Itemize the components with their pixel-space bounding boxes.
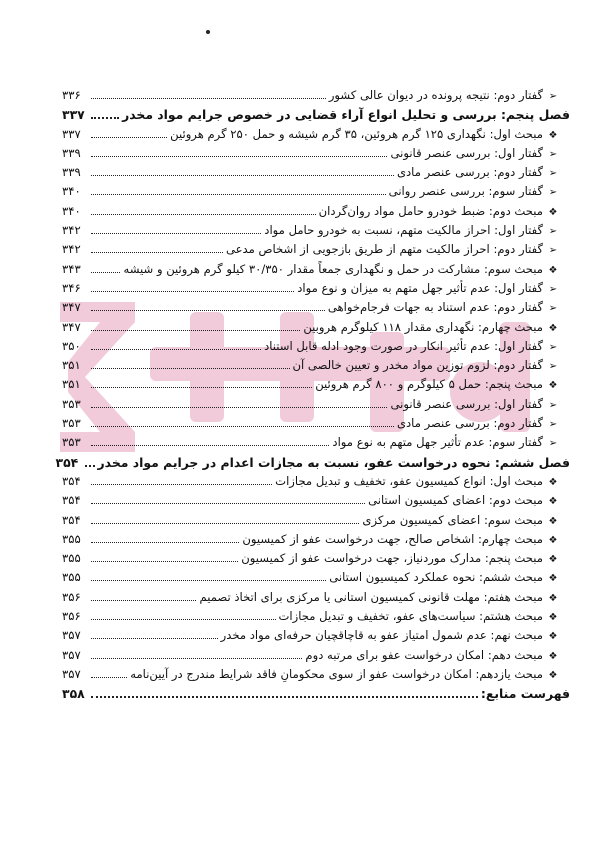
toc-entry-title: ➢گفتار اول: عدم تأثیر جهل متهم به میزان و نوع مواد — [297, 279, 570, 299]
toc-entry-title: ❖مبحث یازدهم: امکان درخواست عفو از سوی محکومانِ فاقد شرایط مندرج در آیین‌نامه — [130, 665, 570, 685]
toc-entry-row — [62, 626, 570, 645]
toc-page-number: ۳۴۷ — [62, 300, 81, 315]
toc-page-number: ۳۳۶ — [62, 88, 81, 102]
arrow-bullet-icon: ➢ — [548, 399, 558, 411]
arrow-bullet-icon: ➢ — [548, 226, 558, 238]
diamond-bullet-icon: ❖ — [548, 554, 558, 566]
arrow-bullet-icon: ➢ — [548, 148, 558, 160]
toc-entry-row — [62, 318, 570, 337]
toc-entry-row — [62, 646, 570, 665]
toc-entry-title: ➢گفتار اول: بررسی عنصر قانونی — [390, 144, 570, 164]
diamond-bullet-icon: ❖ — [548, 380, 558, 392]
dot-leader — [91, 600, 196, 601]
dot-leader — [91, 503, 365, 504]
diamond-bullet-icon: ❖ — [548, 129, 558, 141]
toc-entry-title: ❖مبحث دوم: ضبط خودرو حامل مواد روان‌گردان — [319, 202, 570, 222]
toc-page-number: ۳۵۵ — [62, 570, 81, 585]
dot-leader — [91, 252, 223, 253]
dot-leader — [91, 580, 326, 581]
toc-entry-title: ❖مبحث پنجم: حمل ۵ کیلوگرم و ۸۰۰ گرم هروئین — [315, 375, 570, 395]
toc-page-number: ۳۵۵ — [62, 551, 81, 566]
dot-leader — [91, 638, 218, 639]
dot-leader — [91, 349, 261, 350]
toc-page-number: ۳۵۴ — [62, 493, 81, 508]
dot-leader — [91, 407, 387, 408]
toc-page-number: ۳۵۷ — [62, 628, 81, 643]
dot-leader — [91, 619, 276, 620]
toc-entry-row — [62, 491, 570, 510]
toc-entry-title: ➢گفتار دوم: عدم استناد به جهات فرجام‌خواهی — [328, 298, 570, 318]
toc-entry-row — [62, 607, 570, 626]
toc-entry-title: ❖مبحث دهم: امکان درخواست عفو برای مرتبه دوم — [305, 646, 570, 666]
toc-page-number: ۳۵۷ — [62, 666, 81, 681]
dot-leader — [91, 696, 478, 698]
toc-entry-row — [62, 163, 570, 182]
toc-page-number: ۳۴۲ — [62, 242, 81, 257]
toc-entry-title: فهرست منابع: — [480, 686, 570, 702]
toc-entry-row — [62, 511, 570, 530]
dot-leader — [91, 194, 386, 195]
toc-entry-title: ➢گفتار اول: احراز مالکیت متهم، نسبت به خودرو حامل مواد — [264, 221, 570, 241]
toc-page-number: ۳۵۳ — [62, 435, 81, 450]
diamond-bullet-icon: ❖ — [548, 534, 558, 546]
toc-entry-row — [62, 395, 570, 414]
dot-leader — [85, 465, 95, 467]
toc-entry-row — [62, 472, 570, 491]
diamond-bullet-icon: ❖ — [548, 476, 558, 488]
toc-page-number: ۳۴۰ — [62, 184, 81, 199]
arrow-bullet-icon: ➢ — [548, 438, 558, 450]
toc-page-number: ۳۵۳ — [62, 416, 81, 431]
arrow-bullet-icon: ➢ — [548, 168, 558, 180]
table-of-contents — [55, 86, 570, 704]
toc-entry-row — [62, 202, 570, 221]
dot-leader — [91, 98, 326, 99]
arrow-bullet-icon: ➢ — [548, 91, 558, 102]
arrow-bullet-icon: ➢ — [548, 419, 558, 431]
toc-entry-row — [62, 568, 570, 587]
dot-leader — [91, 426, 394, 427]
toc-entry-title: ➢گفتار دوم: نتیجه پرونده در دیوان عالی کشور — [329, 86, 570, 106]
dot-leader — [91, 175, 394, 176]
toc-entry-row — [62, 375, 570, 394]
diamond-bullet-icon: ❖ — [548, 631, 558, 643]
toc-entry-row — [62, 260, 570, 279]
toc-entry-row — [62, 240, 570, 259]
toc-entry-title: ❖مبحث هفتم: مهلت قانونی کمیسیون استانی یا مرکزی برای اتخاذ تصمیم — [199, 588, 570, 608]
dot-leader — [91, 330, 300, 331]
dot-leader — [91, 291, 294, 292]
toc-page-number: ۳۵۴ — [55, 454, 79, 470]
dot-leader — [91, 677, 127, 678]
diamond-bullet-icon: ❖ — [548, 612, 558, 624]
toc-entry-title: فصل ششم: نحوه درخواست عفو، نسبت به مجازات اعدام در جرایم مواد مخدر — [97, 454, 570, 470]
toc-entry-title: ❖مبحث اول: نگهداری ۱۲۵ گرم هروئین، ۳۵ گرم شیشه و حمل ۲۵۰ گرم هروئین — [170, 125, 570, 145]
arrow-bullet-icon: ➢ — [548, 245, 558, 257]
toc-entry-row — [62, 530, 570, 549]
toc-entry-title: ➢گفتار سوم: عدم تأثیر جهل متهم به نوع مواد — [332, 433, 570, 453]
toc-page-number: ۳۴۶ — [62, 280, 81, 295]
dot-leader — [91, 658, 302, 659]
toc-page-number: ۳۵۳ — [62, 396, 81, 411]
toc-chapter-row — [62, 105, 570, 124]
diamond-bullet-icon: ❖ — [548, 264, 558, 276]
toc-page-number: ۳۵۷ — [62, 647, 81, 662]
toc-page-number: ۳۵۶ — [62, 609, 81, 624]
dot-leader — [91, 542, 239, 543]
diamond-bullet-icon: ❖ — [548, 573, 558, 585]
toc-entry-row — [62, 588, 570, 607]
arrow-bullet-icon: ➢ — [548, 361, 558, 373]
toc-entry-row — [62, 356, 570, 375]
diamond-bullet-icon: ❖ — [548, 650, 558, 662]
toc-entry-row — [62, 279, 570, 298]
toc-entry-title: ❖مبحث هشتم: سیاست‌های عفو، تخفیف و تبدیل مجازات — [279, 607, 570, 627]
toc-entry-row — [62, 221, 570, 240]
toc-entry-row — [62, 298, 570, 317]
toc-entry-title: ➢گفتار اول: بررسی عنصر قانونی — [390, 395, 570, 415]
arrow-bullet-icon: ➢ — [548, 187, 558, 199]
toc-page-number: ۳۵۴ — [62, 512, 81, 527]
toc-entry-row — [62, 665, 570, 684]
diamond-bullet-icon: ❖ — [548, 515, 558, 527]
toc-entry-row — [62, 182, 570, 201]
diamond-bullet-icon: ❖ — [548, 322, 558, 334]
dot-leader — [91, 523, 359, 524]
dot-leader — [91, 561, 238, 562]
diamond-bullet-icon: ❖ — [548, 669, 558, 681]
toc-entry-row — [62, 125, 570, 144]
toc-entry-title: ❖مبحث نهم: عدم شمول امتیاز عفو به قاچاقچیان حرفه‌ای مواد مخدر — [221, 626, 570, 646]
toc-page-number: ۳۵۴ — [62, 473, 81, 488]
dot-leader — [91, 368, 290, 369]
toc-entry-title: فصل پنجم: بررسی و تحلیل انواع آراء قضایی در خصوص جرایم مواد مخدر — [122, 107, 570, 123]
toc-entry-row — [62, 86, 570, 105]
toc-entry-title: ❖مبحث چهارم: اشخاص صالح، جهت درخواست عفو از کمیسیون — [242, 530, 570, 550]
toc-entry-row — [62, 433, 570, 452]
toc-entry-title: ➢گفتار دوم: احراز مالکیت متهم از طریق بازجویی از اشخاص مدعی — [226, 240, 570, 260]
toc-page-number: ۳۴۷ — [62, 319, 81, 334]
arrow-bullet-icon: ➢ — [548, 283, 558, 295]
toc-page-number: ۳۳۹ — [62, 145, 81, 160]
toc-page-number: ۳۳۷ — [62, 126, 81, 141]
arrow-bullet-icon: ➢ — [548, 303, 558, 315]
dot-leader — [91, 445, 329, 446]
arrow-bullet-icon: ➢ — [548, 341, 558, 353]
toc-chapter-row — [55, 453, 570, 472]
toc-page-number: ۳۴۳ — [62, 261, 81, 276]
diamond-bullet-icon: ❖ — [548, 592, 558, 604]
toc-entry-title: ➢گفتار سوم: بررسی عنصر روانی — [389, 182, 570, 202]
toc-entry-title: ❖مبحث اول: انواع کمیسیون عفو، تخفیف و تبدیل مجازات — [275, 472, 570, 492]
toc-entry-row — [62, 549, 570, 568]
dot-leader — [91, 117, 119, 119]
toc-entry-title: ➢گفتار دوم: لزوم توزین مواد مخدر و تعیین خالصی آن — [293, 356, 571, 376]
toc-entry-title: ❖مبحث سوم: مشارکت در حمل و نگهداری جمعاً مقدار ۳۰/۳۵۰ کیلو گرم هروئین و شیشه — [123, 260, 570, 280]
toc-page-number: ۳۳۷ — [62, 107, 85, 123]
dot-leader — [91, 484, 272, 485]
toc-entry-row — [62, 144, 570, 163]
toc-page-number: ۳۵۶ — [62, 589, 81, 604]
toc-chapter-row — [62, 684, 570, 703]
toc-entry-title: ❖مبحث سوم: اعضای کمیسیون مرکزی — [362, 511, 570, 531]
toc-page-number: ۳۵۸ — [62, 686, 85, 702]
dot-leader — [91, 156, 387, 157]
toc-page-number: ۳۵۱ — [62, 358, 81, 373]
toc-page-number: ۳۵۰ — [62, 338, 81, 353]
dot-leader — [91, 214, 316, 215]
dot-leader — [91, 272, 120, 273]
toc-page-number: ۳۴۲ — [62, 223, 81, 238]
print-dot — [206, 30, 210, 34]
toc-page-number: ۳۴۰ — [62, 203, 81, 218]
toc-entry-title: ➢گفتار دوم: بررسی عنصر مادی — [397, 163, 570, 183]
dot-leader — [91, 233, 261, 234]
diamond-bullet-icon: ❖ — [548, 496, 558, 508]
toc-page-number: ۳۳۹ — [62, 165, 81, 180]
toc-entry-title: ❖مبحث دوم: اعضای کمیسیون استانی — [368, 491, 570, 511]
toc-entry-title: ❖مبحث چهارم: نگهداری مقدار ۱۱۸ کیلوگرم هروبین — [303, 318, 570, 338]
dot-leader — [91, 137, 167, 138]
dot-leader — [91, 310, 325, 311]
toc-entry-title: ➢گفتار اول: عدم تأثیر انکار در صورت وجود ادله قابل استناد — [264, 337, 570, 357]
toc-entry-title: ❖مبحث ششم: نحوه عملکرد کمیسیون استانی — [329, 568, 570, 588]
dot-leader — [91, 387, 312, 388]
toc-entry-row — [62, 414, 570, 433]
toc-entry-row — [62, 337, 570, 356]
diamond-bullet-icon: ❖ — [548, 206, 558, 218]
toc-entry-title: ❖مبحث پنجم: مدارک موردنیاز، جهت درخواست عفو از کمیسیون — [241, 549, 570, 569]
toc-entry-title: ➢گفتار دوم: بررسی عنصر مادی — [397, 414, 570, 434]
toc-page-number: ۳۵۵ — [62, 531, 81, 546]
toc-page-number: ۳۵۱ — [62, 377, 81, 392]
